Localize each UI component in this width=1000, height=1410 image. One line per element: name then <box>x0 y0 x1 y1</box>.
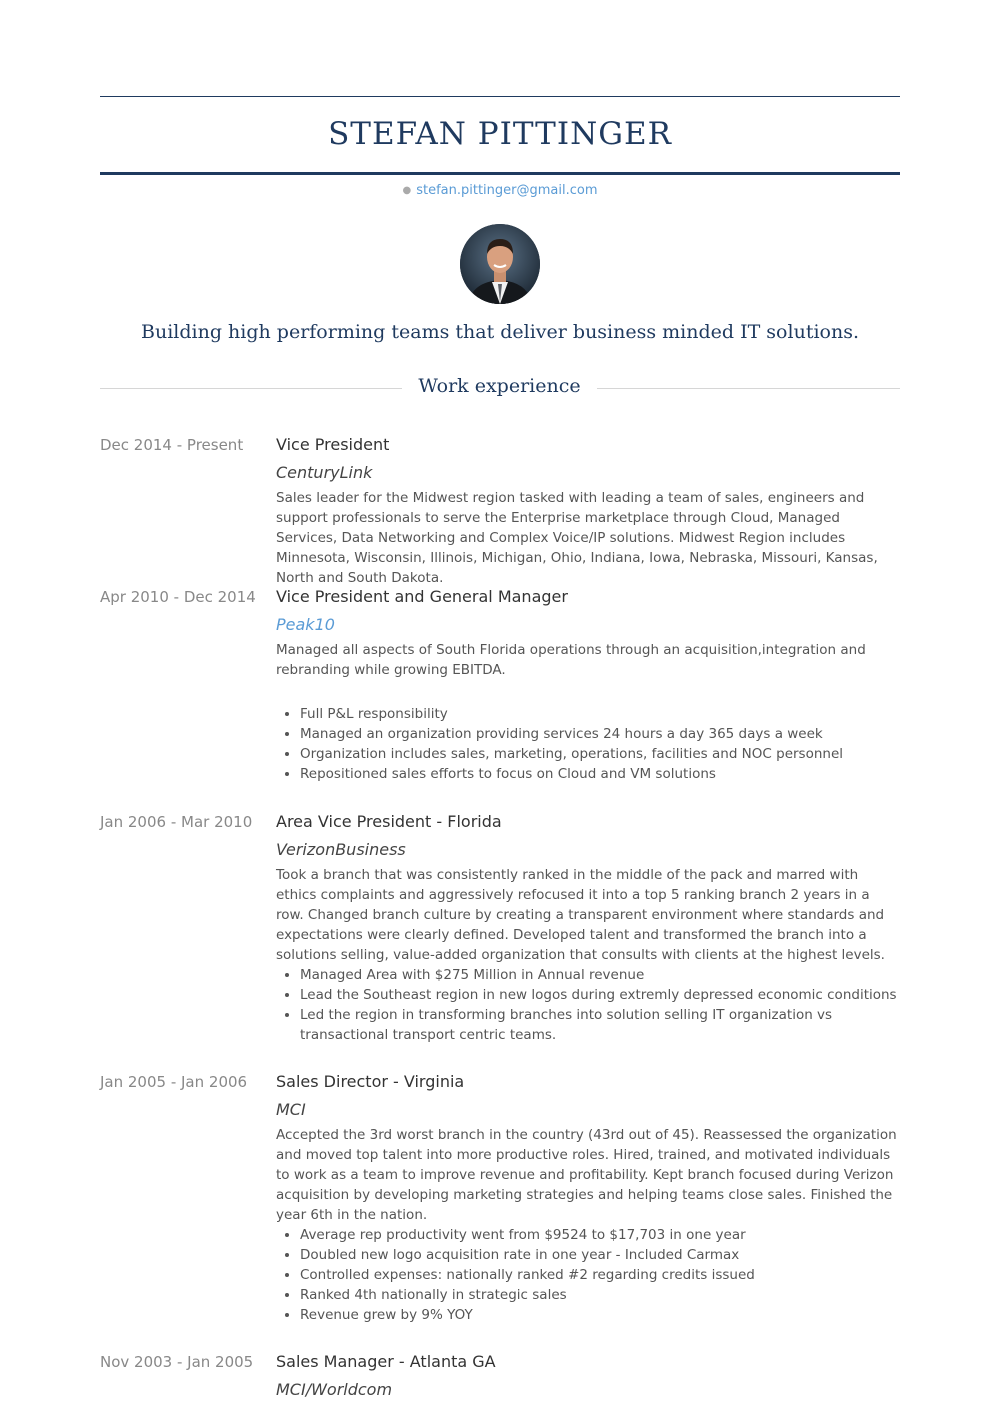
job-dates: Apr 2010 - Dec 2014 <box>100 588 256 606</box>
job-body <box>276 1351 900 1401</box>
candidate-name: STEFAN PITTINGER <box>328 116 672 152</box>
header-top-rule <box>100 96 900 97</box>
job-body <box>276 811 900 1045</box>
job-description: Sales leader for the Midwest region tasked with leading a team of sales, engineers and support professionals to serve the Enterprise marketplace through Cloud, Managed Services, Data Networking and Complex Voice/IP solutions. Midwest Region includes Minnesota, Wisconsin, Illinois, Michigan, Ohio, Indiana, Iowa, Nebraska, Missouri, Kansas, North and South Dakota. <box>276 490 878 586</box>
list-item: • Organization includes sales, marketing, operations, facilities and NOC personnel <box>300 744 900 764</box>
job-bullets <box>276 1225 900 1325</box>
list-item: • Repositioned sales efforts to focus on Cloud and VM solutions <box>300 764 900 784</box>
list-item: • Ranked 4th nationally in strategic sales <box>300 1285 900 1305</box>
job-bullets <box>276 704 900 784</box>
company-name: VerizonBusiness <box>276 840 406 859</box>
company-name: MCI <box>276 1100 306 1119</box>
list-item: • Average rep productivity went from $9524 to $17,703 in one year <box>300 1225 900 1245</box>
job-body <box>276 1071 900 1325</box>
headline: Building high performing teams that deliver business minded IT solutions. <box>141 321 859 343</box>
job-description: Took a branch that was consistently ranked in the middle of the pack and marred with ethics complaints and aggressively refocused it into a top 5 ranking branch 2 years in a row. Changed branch culture by creating a transparent environment where standards and expectations were clearly defined. Developed talent and transformed the branch into a solutions selling, value-added organization that consults with clients at the highest levels. <box>276 867 885 963</box>
avatar <box>460 224 540 304</box>
profile-photo <box>460 224 540 304</box>
job-title: Sales Manager - Atlanta GA <box>276 1352 496 1371</box>
job-title: Vice President and General Manager <box>276 587 568 606</box>
section-divider-left <box>100 388 402 389</box>
section-header-work-experience <box>100 372 900 402</box>
job-dates: Nov 2003 - Jan 2005 <box>100 1353 254 1371</box>
job-dates: Jan 2006 - Mar 2010 <box>100 813 253 831</box>
bullet-icon: ● <box>402 185 412 196</box>
email-link[interactable]: stefan.pittinger@gmail.com <box>416 183 598 198</box>
job-bullets <box>276 965 900 1045</box>
job-dates: Dec 2014 - Present <box>100 436 244 454</box>
job-description: Accepted the 3rd worst branch in the country (43rd out of 45). Reassessed the organization and moved top talent into more productive roles. Hired, trained, and motivated individuals to work as a team to improve revenue and profitability. Kept branch focused during Verizon acquisition by developing marketing strategies and helping teams close sales. Finished the year 6th in the nation. <box>276 1127 897 1223</box>
section-divider-right <box>597 388 900 389</box>
job-title: Sales Director - Virginia <box>276 1072 465 1091</box>
company-link[interactable]: Peak10 <box>276 615 335 634</box>
list-item: • Full P&L responsibility <box>300 704 900 724</box>
list-item: • Managed Area with $275 Million in Annual revenue <box>300 965 900 985</box>
job-dates: Jan 2005 - Jan 2006 <box>100 1073 248 1091</box>
list-item: • Led the region in transforming branches into solution selling IT organization vs transactional transport centric teams. <box>300 1005 900 1045</box>
list-item: • Managed an organization providing services 24 hours a day 365 days a week <box>300 724 900 744</box>
company-name: MCI/Worldcom <box>276 1380 393 1399</box>
list-item: • Revenue grew by 9% YOY <box>300 1305 900 1325</box>
job-body <box>276 434 900 588</box>
job-description: Managed all aspects of South Florida operations through an acquisition,integration and rebranding while growing EBITDA. <box>276 642 866 678</box>
job-title: Area Vice President - Florida <box>276 812 502 831</box>
section-title: Work experience <box>418 375 581 397</box>
job-body <box>276 586 900 784</box>
header-bottom-rule <box>100 172 900 175</box>
list-item: • Lead the Southeast region in new logos during extremly depressed economic conditions <box>300 985 900 1005</box>
company-name: CenturyLink <box>276 463 373 482</box>
list-item: • Doubled new logo acquisition rate in one year - Included Carmax <box>300 1245 900 1265</box>
job-title: Vice President <box>276 435 390 454</box>
contact-line <box>100 182 900 200</box>
list-item: • Controlled expenses: nationally ranked #2 regarding credits issued <box>300 1265 900 1285</box>
